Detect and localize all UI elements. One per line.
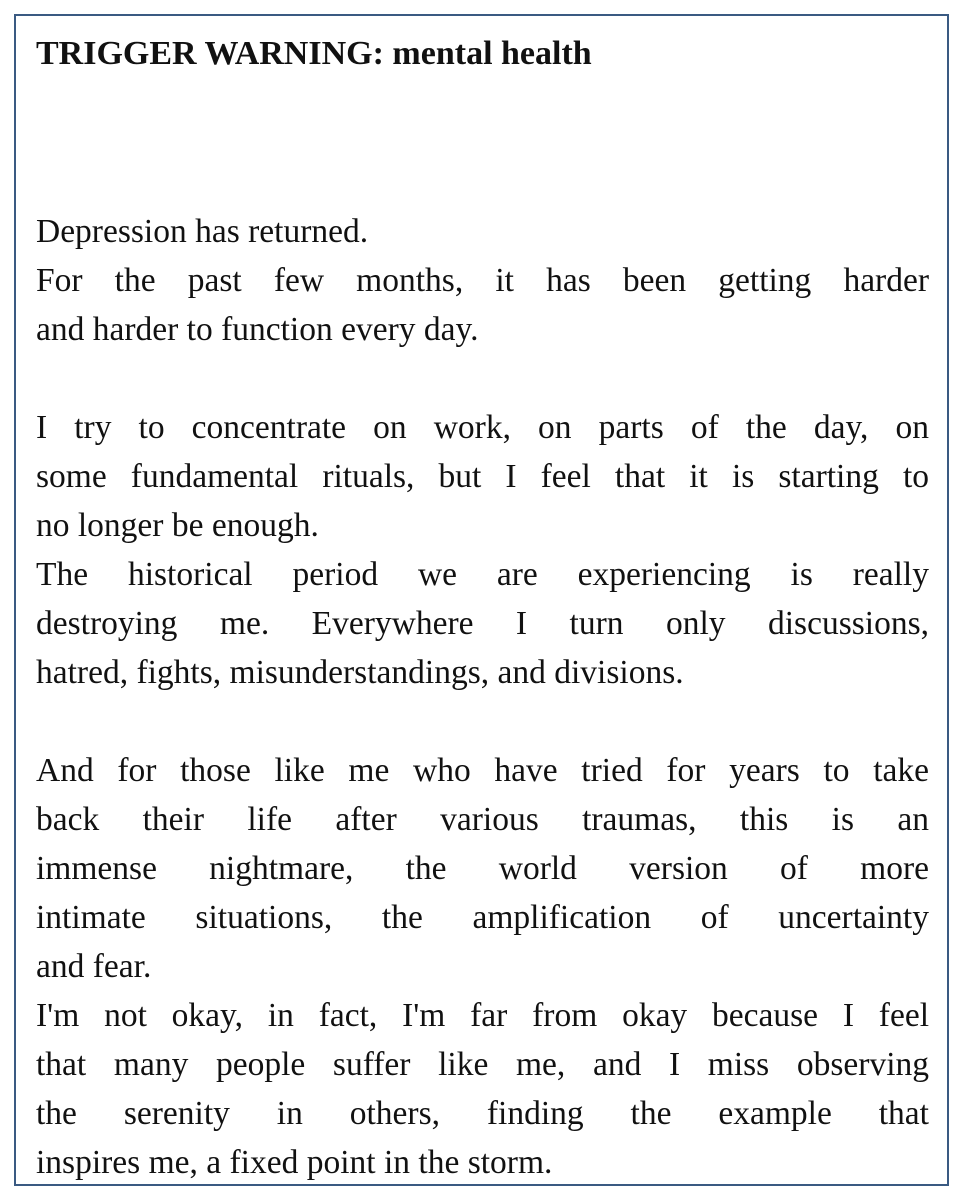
- paragraph-1: [36, 207, 929, 354]
- document-body: [36, 207, 929, 1187]
- text-line: no longer be enough.: [36, 507, 319, 544]
- text-line: back their life after various traumas, this is an: [36, 801, 929, 838]
- trigger-warning-title: TRIGGER WARNING: mental health: [36, 35, 592, 72]
- paragraph-2: [36, 403, 929, 697]
- text-line: the serenity in others, finding the example that: [36, 1095, 929, 1132]
- text-line: intimate situations, the amplification of uncertainty: [36, 899, 929, 936]
- text-line: and harder to function every day.: [36, 311, 479, 348]
- text-line: that many people suffer like me, and I miss observing: [36, 1046, 929, 1083]
- text-line: I'm not okay, in fact, I'm far from okay because I feel: [36, 997, 929, 1034]
- text-line: inspires me, a fixed point in the storm.: [36, 1144, 553, 1181]
- text-line: destroying me. Everywhere I turn only discussions,: [36, 605, 929, 642]
- paragraph-gap: [36, 354, 929, 403]
- text-line: I try to concentrate on work, on parts of the day, on: [36, 409, 929, 446]
- paragraph-gap: [36, 697, 929, 746]
- text-line: and fear.: [36, 948, 152, 985]
- document-frame: [14, 14, 949, 1186]
- text-line: The historical period we are experiencing is really: [36, 556, 929, 593]
- text-line: some fundamental rituals, but I feel that it is starting to: [36, 458, 929, 495]
- document-content: [36, 34, 929, 1187]
- text-line: hatred, fights, misunderstandings, and divisions.: [36, 654, 684, 691]
- text-line: immense nightmare, the world version of more: [36, 850, 929, 887]
- text-line: For the past few months, it has been getting harder: [36, 262, 929, 299]
- text-line: Depression has returned.: [36, 213, 369, 250]
- paragraph-3: [36, 746, 929, 1187]
- text-line: And for those like me who have tried for years to take: [36, 752, 929, 789]
